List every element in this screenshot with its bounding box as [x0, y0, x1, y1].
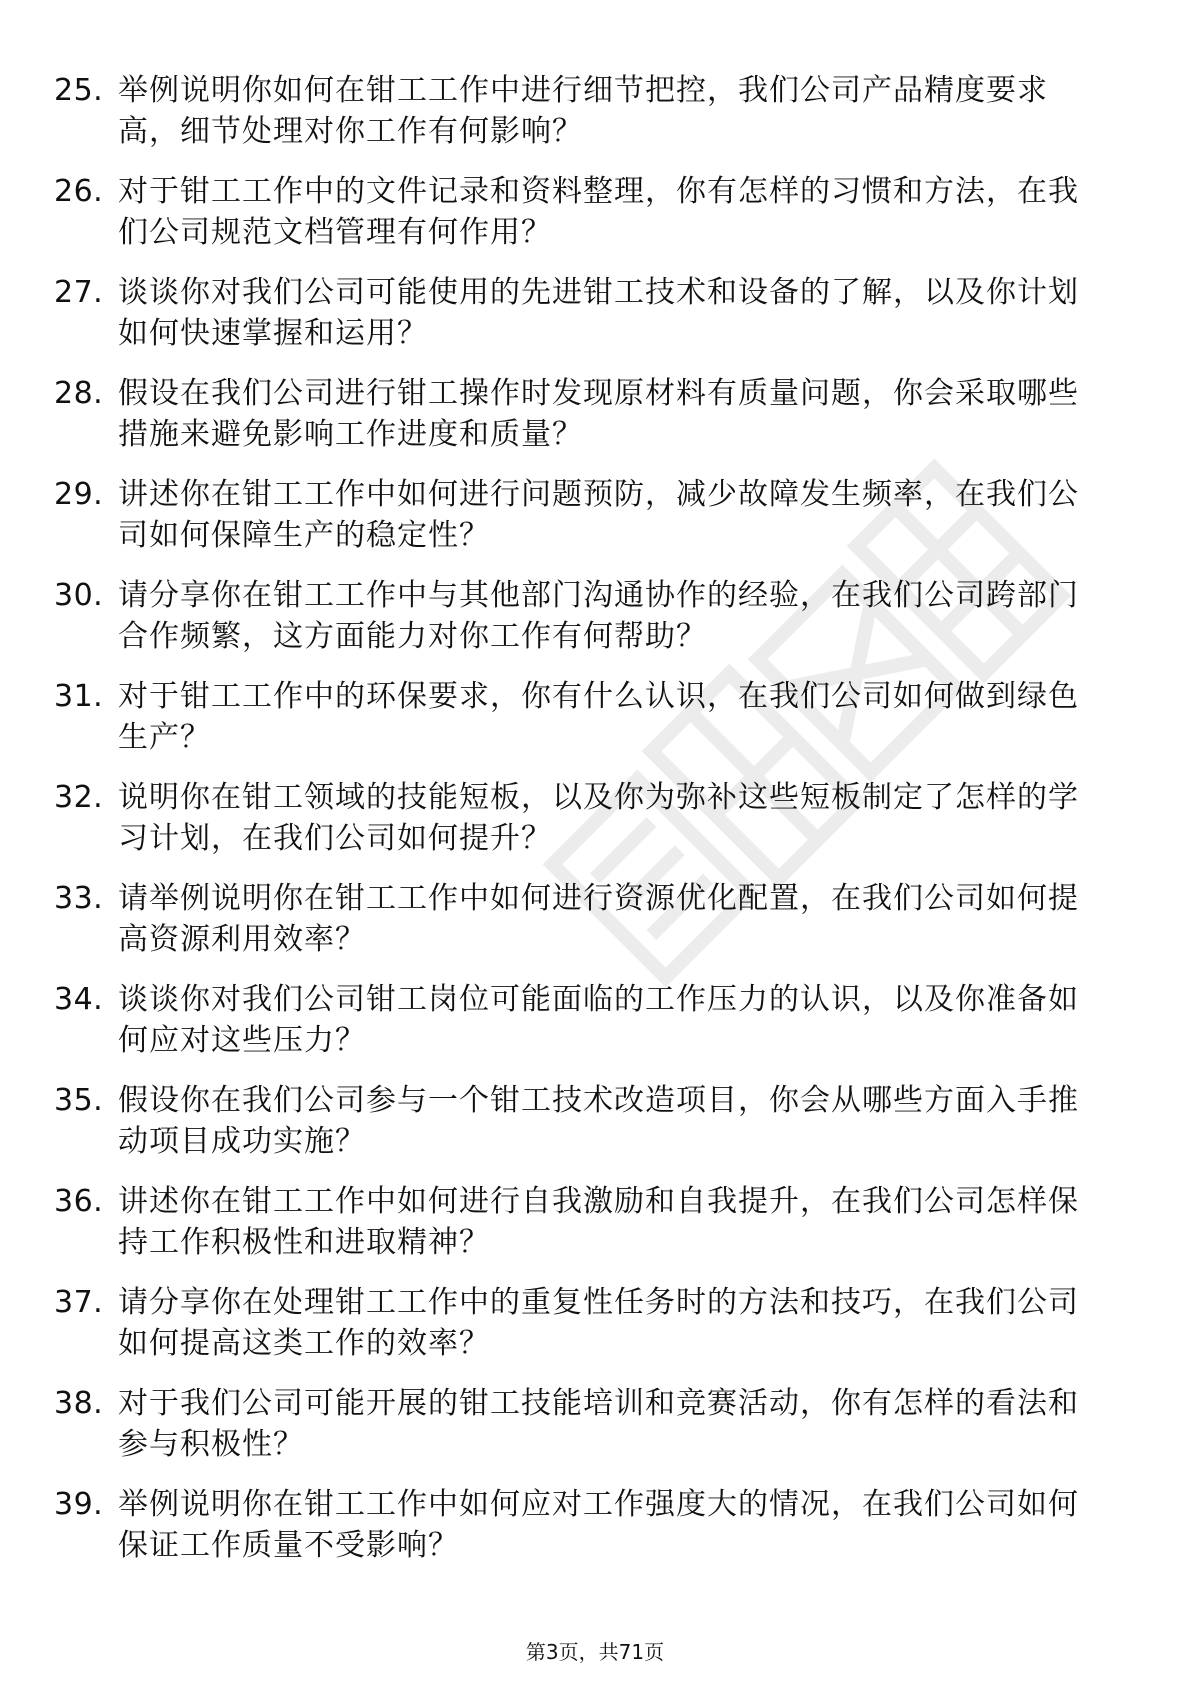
question-item	[54, 1181, 1134, 1282]
question-item	[54, 1282, 1134, 1383]
question-text: 对于我们公司可能开展的钳工技能培训和竞赛活动，你有怎样的看法和参与积极性？	[118, 1386, 1079, 1462]
question-number: 38.	[54, 1386, 104, 1421]
question-item	[54, 171, 1134, 272]
question-text: 假设在我们公司进行钳工操作时发现原材料有质量问题，你会采取哪些措施来避免影响工作进度和质量？	[118, 376, 1079, 452]
question-item	[54, 1383, 1134, 1484]
question-text: 讲述你在钳工工作中如何进行问题预防，减少故障发生频率，在我们公司如何保障生产的稳定性？	[118, 477, 1079, 553]
question-number: 26.	[54, 174, 104, 209]
question-number: 27.	[54, 275, 104, 310]
question-text: 举例说明你在钳工工作中如何应对工作强度大的情况，在我们公司如何保证工作质量不受影响？	[118, 1487, 1079, 1563]
question-text: 讲述你在钳工工作中如何进行自我激励和自我提升，在我们公司怎样保持工作积极性和进取精神？	[118, 1184, 1079, 1260]
question-item	[54, 70, 1134, 171]
question-text: 假设你在我们公司参与一个钳工技术改造项目，你会从哪些方面入手推动项目成功实施？	[118, 1083, 1079, 1159]
question-text: 请分享你在处理钳工工作中的重复性任务时的方法和技巧，在我们公司如何提高这类工作的效率？	[118, 1285, 1079, 1361]
question-number: 33.	[54, 881, 104, 916]
question-number: 25.	[54, 73, 104, 108]
page-number-label: 第3页，共71页	[525, 1640, 665, 1664]
question-number: 39.	[54, 1487, 104, 1522]
question-text: 谈谈你对我们公司可能使用的先进钳工技术和设备的了解，以及你计划如何快速掌握和运用？	[118, 275, 1079, 351]
question-item	[54, 1484, 1134, 1585]
question-number: 31.	[54, 679, 104, 714]
question-item	[54, 272, 1134, 373]
question-number: 36.	[54, 1184, 104, 1219]
question-item	[54, 979, 1134, 1080]
page-footer	[0, 1640, 1190, 1664]
question-item	[54, 373, 1134, 474]
question-item	[54, 676, 1134, 777]
question-text: 请分享你在钳工工作中与其他部门沟通协作的经验，在我们公司跨部门合作频繁，这方面能力对你工作有何帮助？	[118, 578, 1079, 654]
question-number: 29.	[54, 477, 104, 512]
question-item	[54, 575, 1134, 676]
question-text: 请举例说明你在钳工工作中如何进行资源优化配置，在我们公司如何提高资源利用效率？	[118, 881, 1079, 957]
question-text: 谈谈你对我们公司钳工岗位可能面临的工作压力的认识，以及你准备如何应对这些压力？	[118, 982, 1079, 1058]
question-item	[54, 1080, 1134, 1181]
question-item	[54, 474, 1134, 575]
question-number: 28.	[54, 376, 104, 411]
question-number: 34.	[54, 982, 104, 1017]
question-number: 35.	[54, 1083, 104, 1118]
question-list	[54, 70, 1134, 1585]
question-text: 对于钳工工作中的环保要求，你有什么认识，在我们公司如何做到绿色生产？	[118, 679, 1079, 755]
question-number: 30.	[54, 578, 104, 613]
question-text: 对于钳工工作中的文件记录和资料整理，你有怎样的习惯和方法，在我们公司规范文档管理有何作用？	[118, 174, 1079, 250]
question-number: 37.	[54, 1285, 104, 1320]
question-text: 说明你在钳工领域的技能短板，以及你为弥补这些短板制定了怎样的学习计划，在我们公司如何提升？	[118, 780, 1079, 856]
question-text: 举例说明你如何在钳工工作中进行细节把控，我们公司产品精度要求高，细节处理对你工作有何影响？	[118, 73, 1048, 149]
question-item	[54, 878, 1134, 979]
question-number: 32.	[54, 780, 104, 815]
question-item	[54, 777, 1134, 878]
